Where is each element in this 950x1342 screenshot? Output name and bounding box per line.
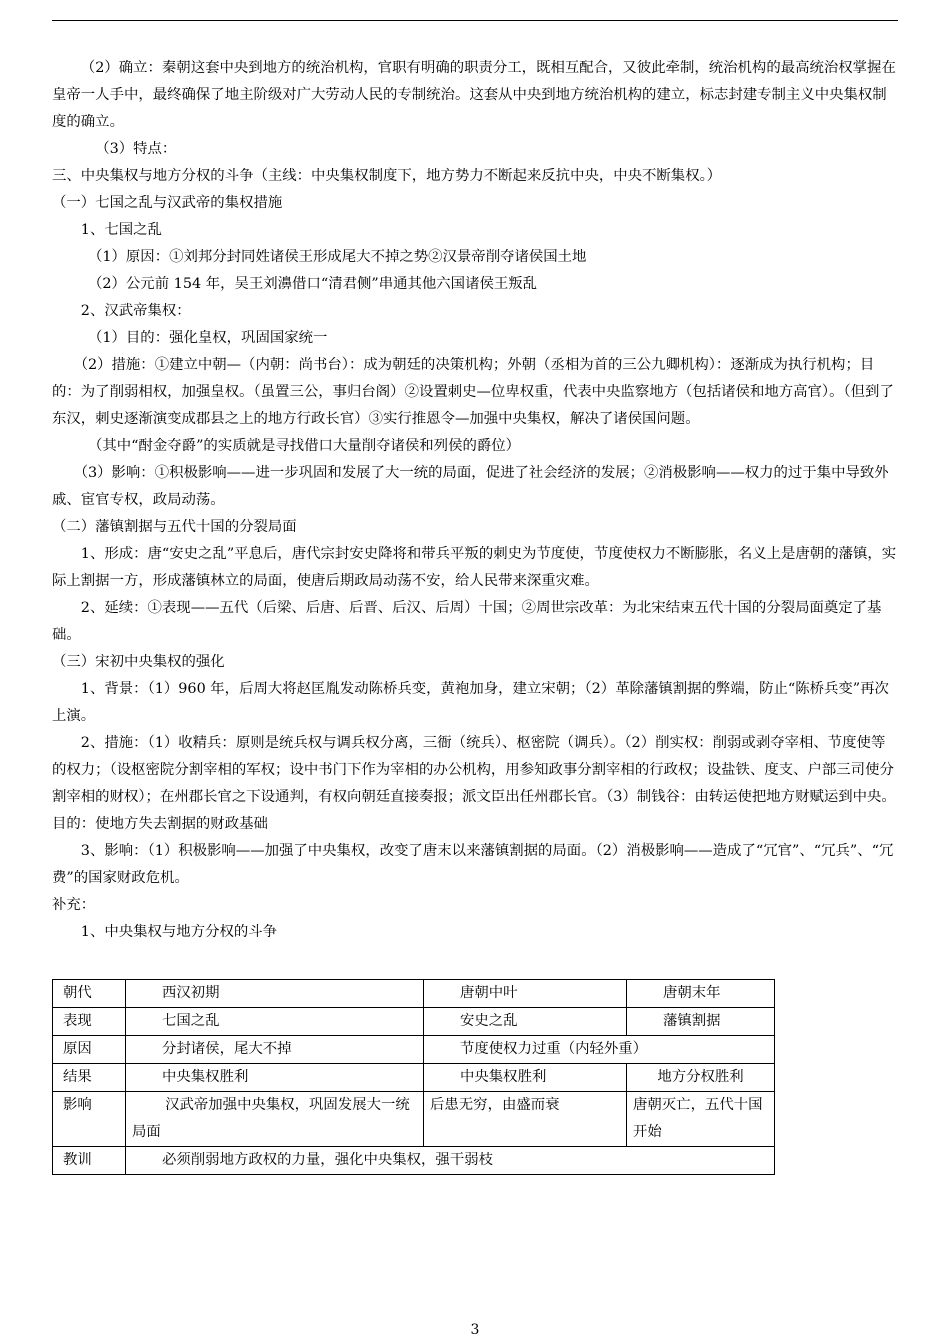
paragraph-establishment: （2）确立：秦朝这套中央到地方的统治机构，官职有明确的职责分工，既相互配合，又彼此牵制，统治机构的最高统治权掌握在皇帝一人手中，最终确保了地主阶级对广大劳动人民的专制统治。这套从中央到地方统治机构的建立，标志封建专制主义中央集权制度的确立。: [52, 60, 896, 130]
table-cell: 中央集权胜利: [424, 1064, 627, 1092]
table-row: [53, 1147, 775, 1175]
table-cell: 安史之乱: [424, 1008, 627, 1036]
document-body: [52, 55, 898, 946]
paragraph-purpose: （1）目的：强化皇权，巩固国家统一: [87, 330, 328, 346]
table-row: [53, 980, 775, 1008]
table-row-label: 影响: [53, 1092, 126, 1147]
paragraph-measures: （2）措施：①建立中朝—（内朝：尚书台）：成为朝廷的决策机构；外朝（丞相为首的三公九卿机构）：逐渐成为执行机构；目的：为了削弱相权，加强皇权。（虽置三公，事归台阁）②设置刺史—位卑权重，代表中央监察地方（包括诸侯和地方高官）。（但到了东汉，刺史逐渐演变成郡县之上的地方行政长官）③实行推恩令—加强中央集权，解决了诸侯国问题。: [52, 357, 894, 427]
paragraph-song-measures: 2、措施：（1）收精兵：原则是统兵权与调兵权分离，三衙（统兵）、枢密院（调兵）。（2）削实权：削弱或剥夺宰相、节度使等的权力；（设枢密院分割宰相的军权；设中书门下作为宰相的办公机构，用参知政事分割宰相的行政权；设盐铁、度支、户部三司使分割宰相的财权）；在州郡长官之下设通判，有权向朝廷直接奏报；派文臣出任州郡长官。（3）制钱谷：由转运使把地方财赋运到中央。目的：使地方失去割据的财政基础: [52, 735, 896, 832]
paragraph-song-impact: 3、影响：（1）积极影响——加强了中央集权，改变了唐末以来藩镇割据的局面。（2）消极影响——造成了“冗官”、“冗兵”、“冗费”的国家财政危机。: [52, 843, 894, 886]
subsection-heading-1: （一）七国之乱与汉武帝的集权措施: [52, 195, 283, 211]
table-row: [53, 1092, 775, 1147]
table-cell: 必须削弱地方政权的力量，强化中央集权，强干弱枝: [126, 1147, 775, 1175]
subsection-heading-3: （三）宋初中央集权的强化: [52, 654, 225, 670]
supplement-heading: 1、中央集权与地方分权的斗争: [80, 924, 278, 940]
section-heading-3: 三、中央集权与地方分权的斗争（主线：中央集权制度下，地方势力不断起来反抗中央，中央不断集权。）: [52, 168, 722, 184]
table-cell: 后患无穷，由盛而衰: [424, 1092, 627, 1147]
paragraph-note: （其中“酎金夺爵”的实质就是寻找借口大量削夺诸侯和列侯的爵位）: [87, 438, 521, 454]
table-row-label: 结果: [53, 1064, 126, 1092]
paragraph-continuation: 2、延续：①表现——五代（后梁、后唐、后晋、后汉、后周）十国；②周世宗改革：为北宋结束五代十国的分裂局面奠定了基础。: [52, 600, 882, 643]
table-row-label: 表现: [53, 1008, 126, 1036]
table-cell: 节度使权力过重（内轻外重）: [424, 1036, 775, 1064]
table-row-label: 朝代: [53, 980, 126, 1008]
table-cell: 地方分权胜利: [627, 1064, 775, 1092]
paragraph-impact: （3）影响：①积极影响——进一步巩固和发展了大一统的局面，促进了社会经济的发展；②消极影响——权力的过于集中导致外戚、宦官专权，政局动荡。: [52, 465, 889, 508]
table-cell: 七国之乱: [126, 1008, 424, 1036]
paragraph-formation: 1、形成：唐“安史之乱”平息后，唐代宗封安史降将和带兵平叛的刺史为节度使，节度使权力不断膨胀，名义上是唐朝的藩镇，实际上割据一方，形成藩镇林立的局面，使唐后期政局动荡不安，给人民带来深重灾难。: [52, 546, 897, 589]
paragraph-rebellion: （2）公元前 154 年，吴王刘濞借口“清君侧”串通其他六国诸侯王叛乱: [87, 276, 538, 292]
supplement-label: 补充：: [52, 897, 96, 913]
paragraph-cause: （1）原因：①刘邦分封同姓诸侯王形成尾大不掉之势②汉景帝削夺诸侯国土地: [87, 249, 587, 265]
table-row-label: 原因: [53, 1036, 126, 1064]
table-cell: 汉武帝加强中央集权，巩固发展大一统局面: [126, 1092, 424, 1147]
table-row: [53, 1008, 775, 1036]
table-cell: 分封诸侯，尾大不掉: [126, 1036, 424, 1064]
header-rule: [52, 20, 898, 21]
subsection-heading-2: （二）藩镇割据与五代十国的分裂局面: [52, 519, 297, 535]
table-cell: 唐朝末年: [627, 980, 775, 1008]
item-heading-seven-states: 1、七国之乱: [80, 222, 162, 238]
comparison-table: [52, 979, 775, 1175]
table-cell: 唐朝灭亡，五代十国开始: [627, 1092, 775, 1147]
item-heading-wudi: 2、汉武帝集权：: [80, 303, 191, 319]
paragraph-features: （3）特点：: [95, 141, 177, 157]
table-cell: 中央集权胜利: [126, 1064, 424, 1092]
table-cell: 唐朝中叶: [424, 980, 627, 1008]
paragraph-background: 1、背景：（1）960 年，后周大将赵匡胤发动陈桥兵变，黄袍加身，建立宋朝；（2）革除藩镇割据的弊端，防止“陈桥兵变”再次上演。: [52, 681, 889, 724]
table-row: [53, 1064, 775, 1092]
table-cell: 西汉初期: [126, 980, 424, 1008]
table-cell: 藩镇割据: [627, 1008, 775, 1036]
page-number: 3: [470, 1322, 480, 1338]
table-row: [53, 1036, 775, 1064]
table-row-label: 教训: [53, 1147, 126, 1175]
